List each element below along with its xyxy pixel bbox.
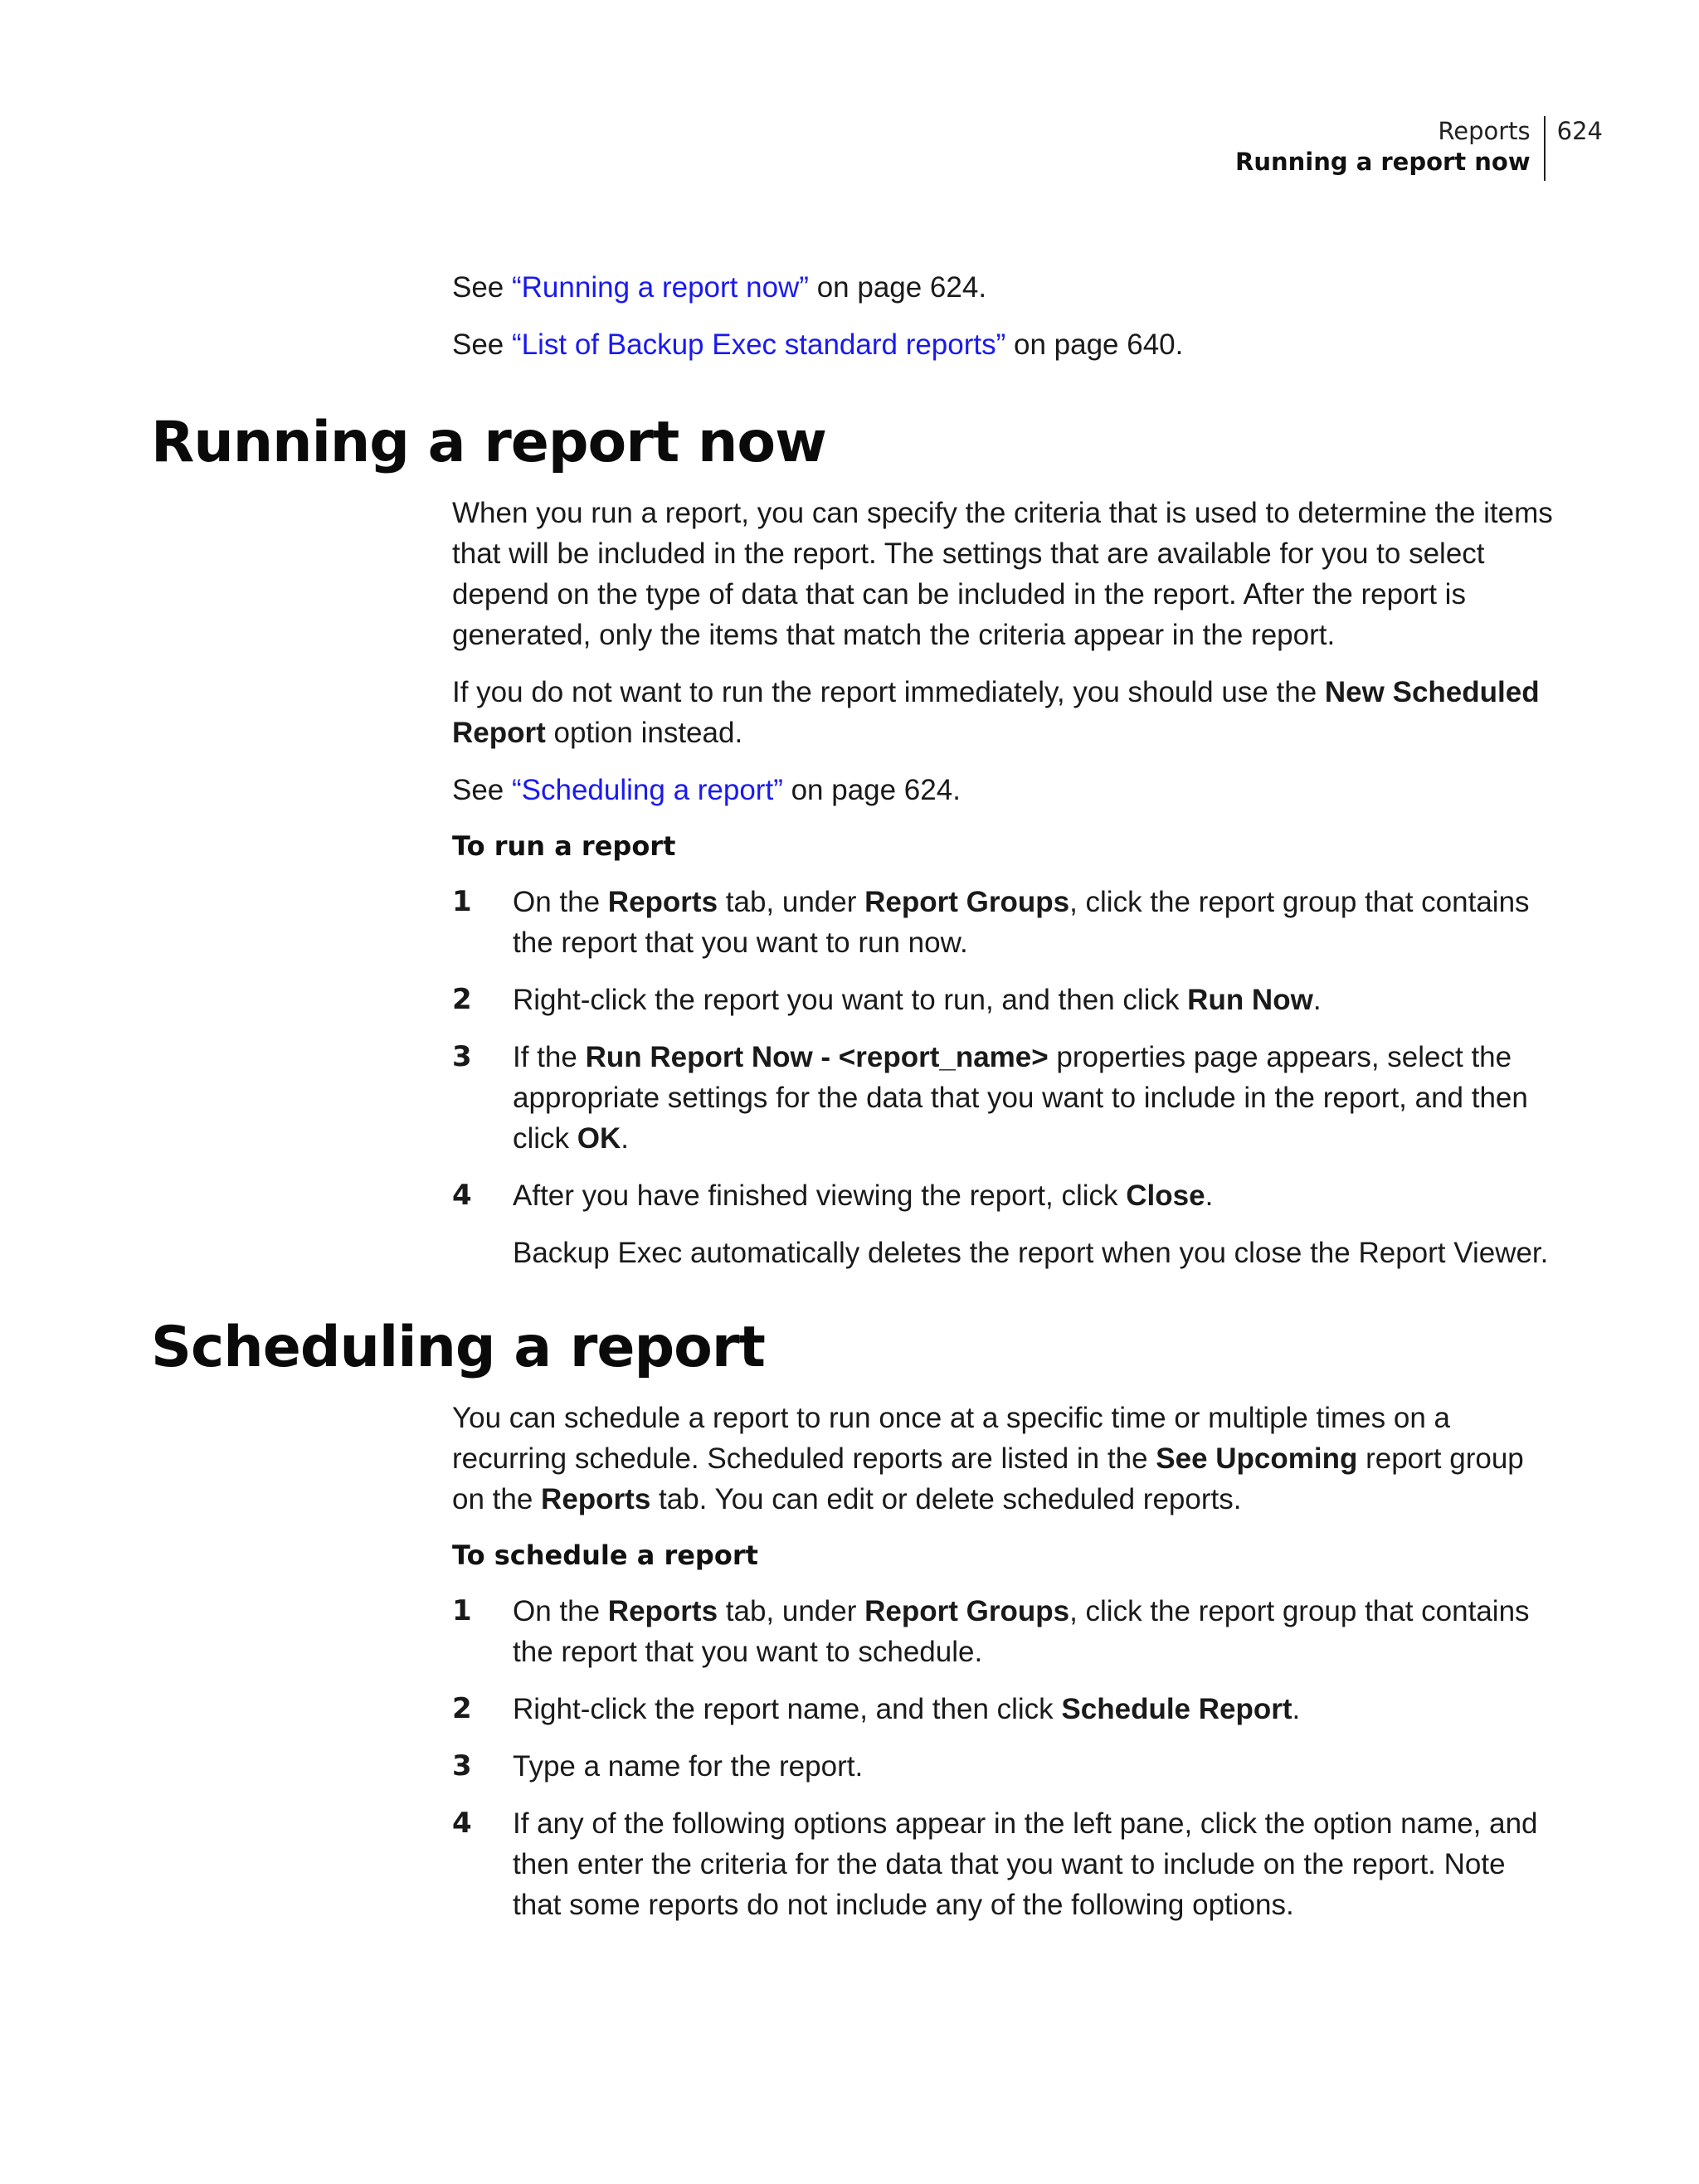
paragraph bbox=[452, 672, 1555, 753]
page-number: 624 bbox=[1556, 117, 1603, 145]
step-text bbox=[513, 1803, 1555, 1925]
step-text bbox=[513, 980, 1555, 1020]
see-reference bbox=[452, 324, 1555, 365]
text-run: . bbox=[1292, 1693, 1301, 1725]
text-run: . bbox=[1312, 984, 1322, 1016]
step-text bbox=[513, 882, 1555, 963]
text-run: tab, under bbox=[718, 886, 865, 918]
section-heading: Running a report now bbox=[151, 410, 826, 475]
step-number: 1 bbox=[452, 1594, 472, 1627]
procedure-title: To run a report bbox=[452, 830, 676, 862]
step-text bbox=[513, 1591, 1555, 1672]
text-run: , click the report group that contains the report that you want to run now. bbox=[513, 886, 1530, 959]
step-note: Backup Exec automatically deletes the report when you close the Report Viewer. bbox=[513, 1237, 1549, 1269]
cross-reference-link[interactable]: “List of Backup Exec standard reports” bbox=[512, 328, 1006, 361]
bold-term: Run Now bbox=[1187, 984, 1313, 1016]
bold-term: Reports bbox=[607, 1595, 718, 1627]
bold-term: Report Groups bbox=[864, 1595, 1070, 1627]
text-run: report group on the bbox=[452, 1442, 1524, 1515]
text-run: . bbox=[1205, 1180, 1214, 1212]
text-run: , click the report group that contains the report that you want to schedule. bbox=[513, 1595, 1530, 1668]
step-number: 1 bbox=[452, 885, 472, 918]
step-item bbox=[452, 1803, 1555, 1925]
text-run: tab, under bbox=[718, 1595, 865, 1627]
cross-reference-link[interactable]: “Scheduling a report” bbox=[512, 774, 783, 806]
step-text bbox=[513, 1689, 1555, 1729]
text-run: On the bbox=[513, 886, 608, 918]
step-item bbox=[452, 882, 1555, 963]
procedure-title: To schedule a report bbox=[452, 1540, 758, 1571]
bold-term: See Upcoming bbox=[1156, 1442, 1358, 1475]
step-item bbox=[452, 1175, 1555, 1273]
see-reference bbox=[452, 267, 1555, 308]
section-heading: Scheduling a report bbox=[151, 1315, 765, 1380]
see-suffix: on page 624. bbox=[808, 271, 987, 304]
text-run: . bbox=[621, 1122, 630, 1155]
step-item bbox=[452, 1746, 1555, 1787]
bold-term: OK bbox=[577, 1122, 621, 1155]
text-run: Right-click the report you want to run, and then click bbox=[513, 984, 1188, 1016]
see-suffix: on page 640. bbox=[1005, 328, 1184, 361]
header-subsection: Running a report now bbox=[1234, 148, 1531, 176]
cross-reference-link[interactable]: “Running a report now” bbox=[512, 271, 809, 304]
procedure-steps bbox=[452, 1591, 1555, 1925]
see-prefix: See bbox=[452, 271, 512, 304]
text-run: On the bbox=[513, 1595, 608, 1627]
bold-term: Schedule Report bbox=[1061, 1693, 1293, 1725]
step-item bbox=[452, 1591, 1555, 1672]
step-item bbox=[452, 1037, 1555, 1159]
text-run: option instead. bbox=[545, 717, 743, 749]
step-number: 4 bbox=[452, 1179, 472, 1212]
text-run: Type a name for the report. bbox=[513, 1750, 864, 1783]
text-run: If you do not want to run the report immediately, you should use the bbox=[452, 676, 1325, 708]
bold-term: Reports bbox=[607, 886, 718, 918]
header-section: Reports bbox=[1438, 117, 1531, 145]
bold-term: New Scheduled Report bbox=[452, 676, 1540, 749]
step-number: 2 bbox=[452, 983, 472, 1016]
text-run: tab. You can edit or delete scheduled reports. bbox=[650, 1483, 1242, 1515]
see-suffix: on page 624. bbox=[782, 774, 961, 806]
paragraph bbox=[452, 1398, 1555, 1520]
bold-term: Close bbox=[1126, 1180, 1205, 1212]
text-run: If the bbox=[513, 1041, 586, 1073]
step-text bbox=[513, 1037, 1555, 1159]
see-prefix: See bbox=[452, 774, 512, 806]
text-run: Right-click the report name, and then click bbox=[513, 1693, 1062, 1725]
bold-term: Run Report Now - <report_name> bbox=[585, 1041, 1049, 1073]
step-item bbox=[452, 980, 1555, 1020]
step-number: 4 bbox=[452, 1807, 472, 1840]
bold-term: Report Groups bbox=[864, 886, 1070, 918]
intro-references bbox=[452, 0, 1555, 365]
step-number: 3 bbox=[452, 1040, 472, 1073]
see-prefix: See bbox=[452, 328, 512, 361]
bold-term: Reports bbox=[541, 1483, 651, 1515]
text-run: After you have finished viewing the report, click bbox=[513, 1180, 1127, 1212]
step-text bbox=[513, 1175, 1555, 1273]
see-reference bbox=[452, 770, 1555, 810]
text-run: If any of the following options appear in the left pane, click the option name, and then enter the criteria for the data that you want to include on the report. Note that some reports do not include any of the following options. bbox=[513, 1807, 1538, 1921]
procedure-steps bbox=[452, 882, 1555, 1273]
text-run: properties page appears, select the appropriate settings for the data that you want to include in the report, and then click bbox=[513, 1041, 1528, 1155]
paragraph: When you run a report, you can specify the criteria that is used to determine the items that will be included in the report. The settings that are available for you to select depend on the type of data that can be included in the report. After the report is generated, only the items that match the criteria appear in the report. bbox=[452, 497, 1553, 651]
section-body bbox=[452, 493, 1555, 1273]
step-number: 2 bbox=[452, 1692, 472, 1725]
step-item bbox=[452, 1689, 1555, 1729]
step-number: 3 bbox=[452, 1749, 472, 1783]
section-body bbox=[452, 1398, 1555, 1925]
text-run: You can schedule a report to run once at a specific time or multiple times on a recurring schedule. Scheduled reports are listed in the bbox=[452, 1402, 1450, 1475]
step-text bbox=[513, 1746, 1555, 1787]
